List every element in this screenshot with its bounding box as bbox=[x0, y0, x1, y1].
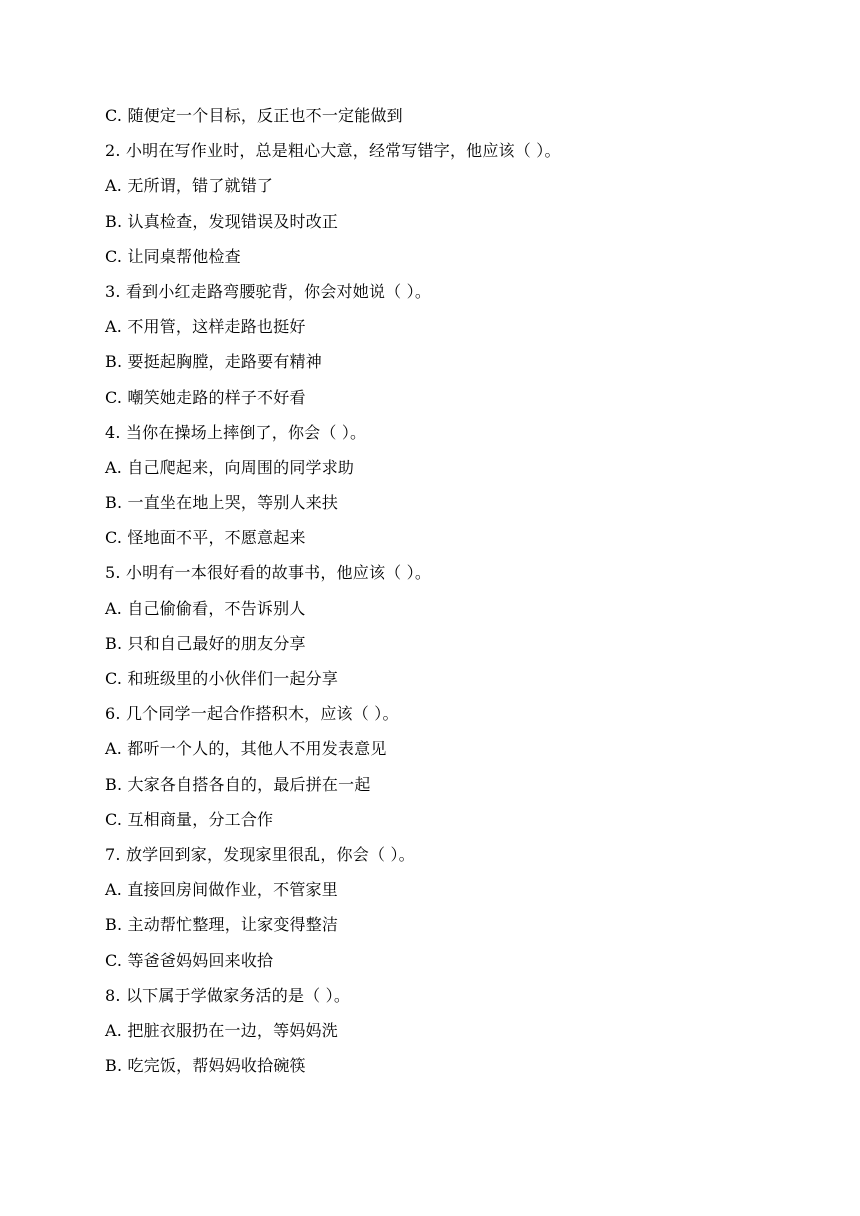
option-text: A. 把脏衣服扔在一边，等妈妈洗 bbox=[105, 1020, 338, 1040]
option-text: C. 嘲笑她走路的样子不好看 bbox=[105, 387, 306, 407]
question-text: 8. 以下属于学做家务活的是（ ）。 bbox=[105, 985, 351, 1005]
option-text: A. 直接回房间做作业，不管家里 bbox=[105, 880, 338, 900]
option-text: C. 让同桌帮他检查 bbox=[105, 246, 241, 266]
option-text: A. 自己爬起来，向周围的同学求助 bbox=[105, 457, 355, 477]
question-text: 2. 小明在写作业时，总是粗心大意，经常写错字，他应该（ ）。 bbox=[105, 141, 561, 161]
option-text: B. 吃完饭，帮妈妈收拾碗筷 bbox=[105, 1056, 306, 1076]
option-text: A. 都听一个人的，其他人不用发表意见 bbox=[105, 739, 387, 759]
option-text: B. 只和自己最好的朋友分享 bbox=[105, 633, 306, 653]
option-text: B. 主动帮忙整理，让家变得整洁 bbox=[105, 915, 339, 935]
question-text: 6. 几个同学一起合作搭积木，应该（ ）。 bbox=[105, 704, 399, 724]
question-text: 7. 放学回到家，发现家里很乱，你会（ ）。 bbox=[105, 844, 415, 864]
question-list bbox=[105, 102, 805, 1087]
option-text: B. 大家各自搭各自的，最后拼在一起 bbox=[105, 774, 371, 794]
option-text: B. 要挺起胸膛，走路要有精神 bbox=[105, 352, 322, 372]
option-text: C. 和班级里的小伙伴们一起分享 bbox=[105, 669, 339, 688]
option-text: A. 无所谓，错了就错了 bbox=[105, 176, 274, 196]
option-text: C. 随便定一个目标，反正也不一定能做到 bbox=[105, 106, 403, 125]
option-text: A. 自己偷偷看，不告诉别人 bbox=[105, 598, 306, 618]
option-text: B. 一直坐在地上哭，等别人来扶 bbox=[105, 493, 339, 513]
option-text: A. 不用管，这样走路也挺好 bbox=[105, 317, 306, 337]
question-text: 5. 小明有一本很好看的故事书，他应该（ ）。 bbox=[105, 563, 432, 583]
option-text: B. 认真检查，发现错误及时改正 bbox=[105, 211, 339, 231]
question-text: 3. 看到小红走路弯腰驼背，你会对她说（ ）。 bbox=[105, 281, 432, 301]
option-text: C. 怪地面不平，不愿意起来 bbox=[105, 528, 306, 548]
option-text: C. 等爸爸妈妈回来收拾 bbox=[105, 950, 274, 970]
option-text: C. 互相商量，分工合作 bbox=[105, 809, 274, 829]
question-text: 4. 当你在操场上摔倒了，你会（ ）。 bbox=[105, 422, 367, 442]
